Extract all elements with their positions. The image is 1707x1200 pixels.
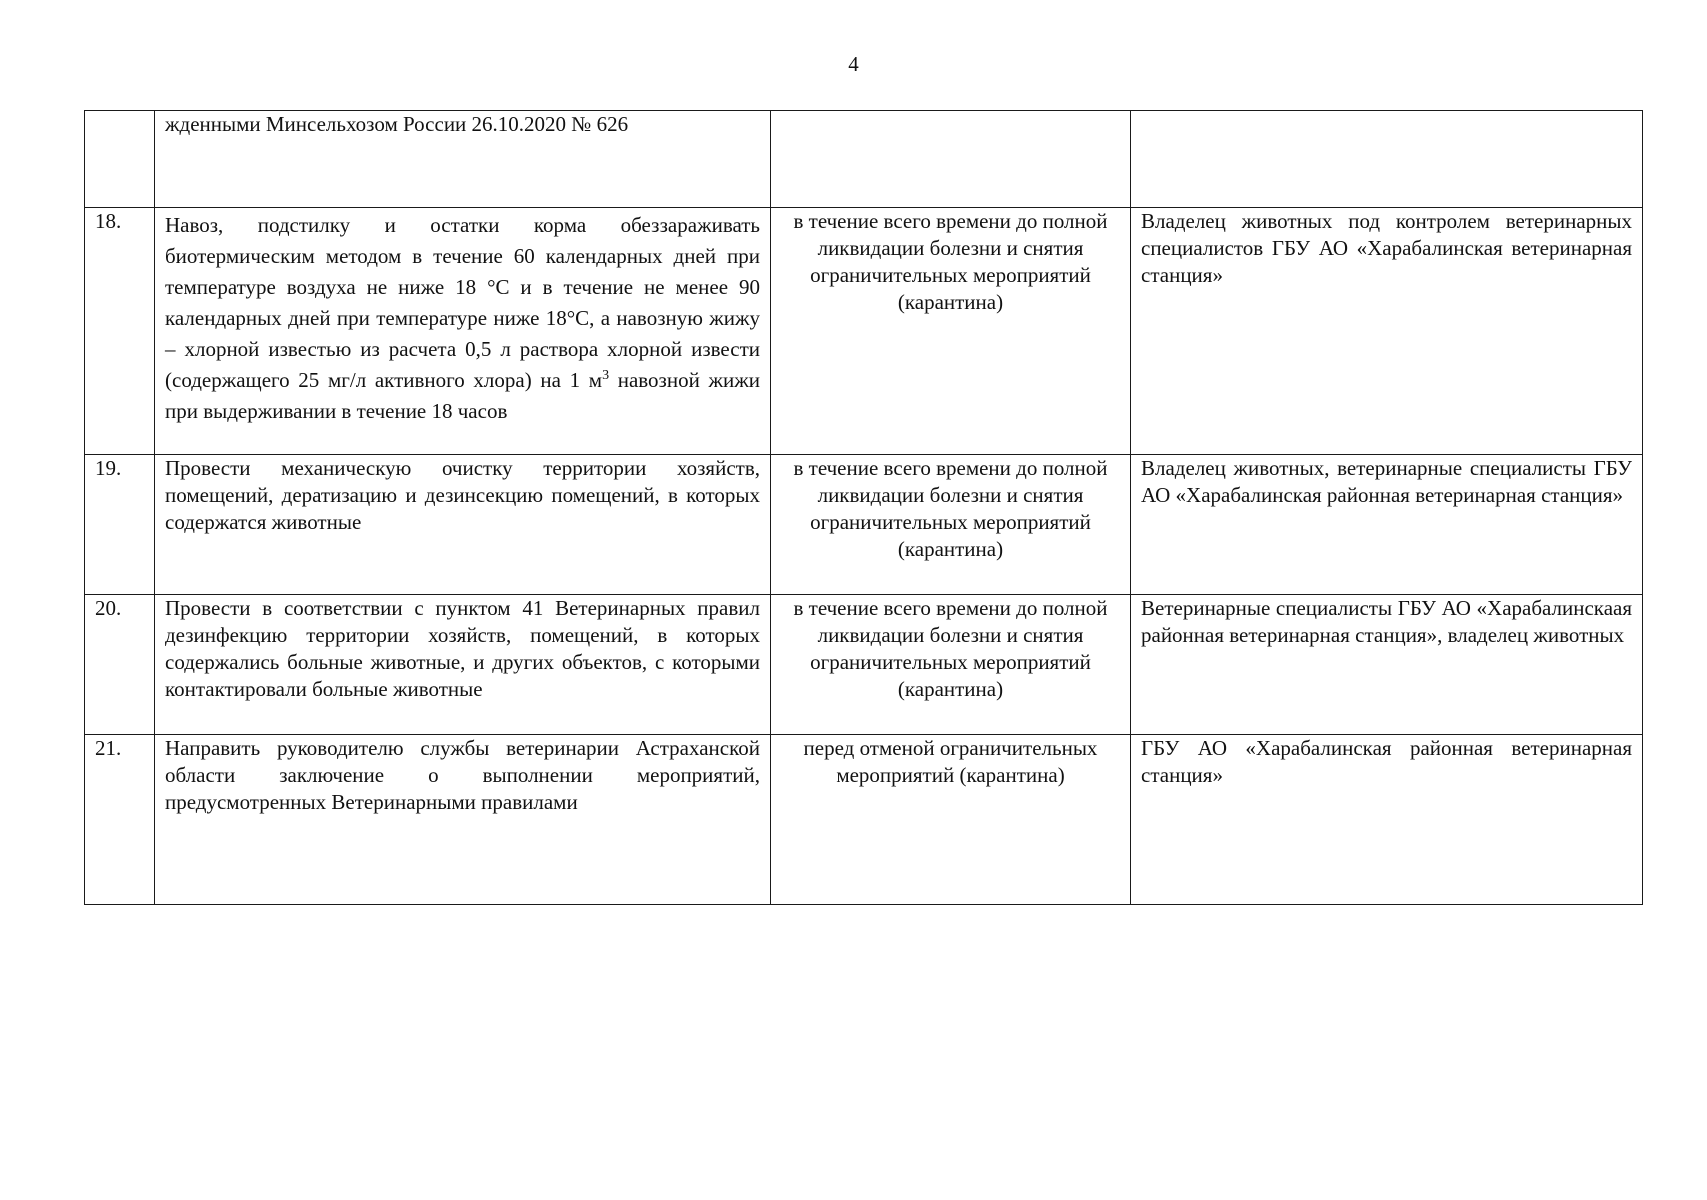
row-term	[771, 595, 1131, 735]
row-action-text-part2: навозной жижи при выдерживании в течение 18 часов	[165, 368, 760, 423]
row-responsible-text: Владелец животных под контролем ветеринарных специалистов ГБУ АО «Харабалинская ветеринарная станция»	[1141, 209, 1632, 287]
row-number: 19.	[85, 455, 155, 595]
row-action-text: жденными Минсельхозом России 26.10.2020 № 626	[165, 112, 629, 136]
row-responsible	[1131, 455, 1643, 595]
row-term	[771, 208, 1131, 455]
row-number	[85, 111, 155, 208]
row-term-text: в течение всего времени до полной ликвидации болезни и снятия ограничительных мероприятий (карантина)	[793, 596, 1108, 701]
row-responsible-text: ГБУ АО «Харабалинская районная ветеринарная станция»	[1141, 736, 1632, 787]
row-action	[155, 111, 771, 208]
table-row	[85, 455, 1643, 595]
row-number: 20.	[85, 595, 155, 735]
row-number: 18.	[85, 208, 155, 455]
row-responsible-text: Владелец животных, ветеринарные специалисты ГБУ АО «Харабалинская районная ветеринарная станция»	[1141, 456, 1632, 507]
superscript-3: 3	[602, 368, 610, 383]
row-action	[155, 208, 771, 455]
row-term	[771, 455, 1131, 595]
measures-table	[84, 110, 1643, 905]
row-term	[771, 735, 1131, 905]
row-action-text: Провести в соответствии с пунктом 41 Ветеринарных правил дезинфекцию территории хозяйств, помещений, в которых содержались больные животные, и других объектов, с которыми контактировали больные животные	[165, 596, 760, 701]
row-action-text: Провести механическую очистку территории хозяйств, помещений, дератизацию и дезинсекцию помещений, в которых содержатся животные	[165, 456, 760, 534]
row-responsible	[1131, 595, 1643, 735]
table-row	[85, 208, 1643, 455]
table-row	[85, 595, 1643, 735]
row-term-text: в течение всего времени до полной ликвидации болезни и снятия ограничительных мероприятий (карантина)	[793, 456, 1108, 561]
row-action	[155, 595, 771, 735]
table-row	[85, 735, 1643, 905]
page-number: 4	[848, 52, 859, 76]
row-action-text	[165, 208, 760, 427]
row-responsible	[1131, 111, 1643, 208]
row-action-text: Направить руководителю службы ветеринарии Астраханской области заключение о выполнении мероприятий, предусмотренных Ветеринарными правилами	[165, 736, 760, 814]
row-action	[155, 455, 771, 595]
row-responsible	[1131, 208, 1643, 455]
row-responsible-text: Ветеринарные специалисты ГБУ АО «Харабалинскаая районная ветеринарная станция», владелец животных	[1141, 596, 1632, 647]
row-term	[771, 111, 1131, 208]
row-responsible	[1131, 735, 1643, 905]
table-row	[85, 111, 1643, 208]
row-action	[155, 735, 771, 905]
row-term-text: перед отменой ограничительных мероприятий (карантина)	[803, 736, 1098, 787]
row-term-text: в течение всего времени до полной ликвидации болезни и снятия ограничительных мероприятий (карантина)	[793, 209, 1108, 314]
row-number: 21.	[85, 735, 155, 905]
row-action-text-part1: Навоз, подстилку и остатки корма обеззараживать биотермическим методом в течение 60 календарных дней при температуре воздуха не ниже 18 °С и в течение не менее 90 календарных дней при температуре ниже 18°С, а навозную жижу – хлорной известью из расчета 0,5 л раствора хлорной извести (содержащего 25 мг/л активного хлора) на 1 м	[165, 213, 760, 392]
